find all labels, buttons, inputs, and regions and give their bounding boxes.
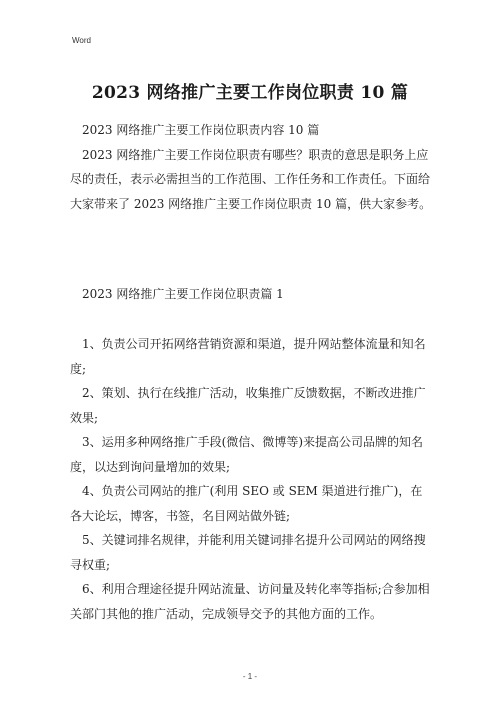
section-heading: 2023 网络推广主要工作岗位职责篇 1	[82, 287, 284, 301]
list-item: 2、策划、执行在线推广活动，收集推广反馈数据，不断改进推广效果;	[70, 386, 426, 425]
list-item: 3、运用多种网络推广手段(微信、微博等)来提高公司品牌的知名度，以达到询问量增加的效果;	[70, 435, 424, 474]
document-title: 2023 网络推广主要工作岗位职责 10 篇	[91, 83, 409, 103]
section-heading-wrap	[70, 282, 432, 307]
list-item: 1、负责公司开拓网络营销资源和渠道，提升网站整体流量和知名度;	[70, 337, 426, 376]
intro-subtitle: 2023 网络推广主要工作岗位职责内容 10 篇	[82, 123, 320, 137]
duty-list	[70, 332, 432, 626]
intro-paragraph: 2023 网络推广主要工作岗位职责有哪些？职责的意思是职务上应尽的责任，表示必需担当的工作范围、工作任务和工作责任。下面给大家带来了 2023 网络推广主要工作岗位职责 10 篇，供大家参考。	[70, 147, 432, 211]
header-label: Word	[72, 36, 91, 45]
page-number: - 1 -	[242, 672, 258, 681]
intro-section	[70, 118, 432, 216]
list-item: 4、负责公司网站的推广(利用 SEO 或 SEM 渠道进行推广)，在各大论坛，博客，书签，名目网站做外链;	[70, 484, 423, 523]
list-item: 6、利用合理途径提升网站流量、访问量及转化率等指标;合参加相关部门其他的推广活动，完成领导交予的其他方面的工作。	[70, 582, 430, 621]
list-item: 5、关键词排名规律，并能利用关键词排名提升公司网站的网络搜寻权重;	[70, 533, 426, 572]
